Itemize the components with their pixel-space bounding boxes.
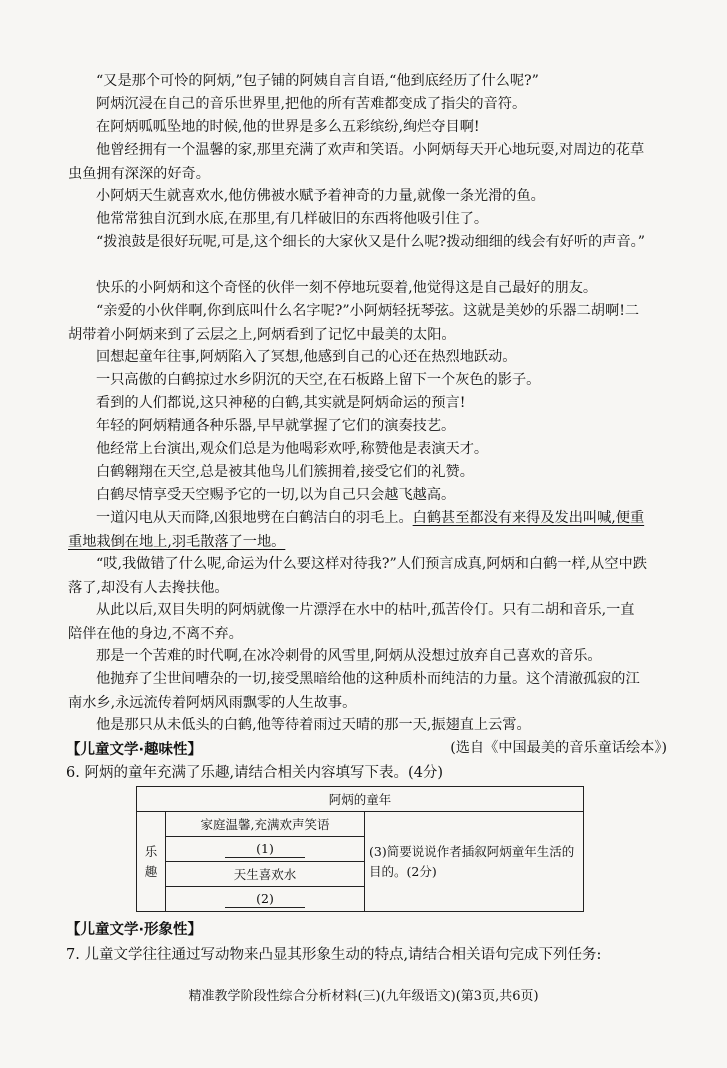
paragraph: 看到的人们都说,这只神秘的白鹤,其实就是阿炳命运的预言!: [96, 395, 466, 411]
paragraph: 在阿炳呱呱坠地的时候,他的世界是多么五彩缤纷,绚烂夺目啊!: [96, 119, 480, 135]
paragraph: 小阿炳天生就喜欢水,他仿佛被水赋予着神奇的力量,就像一条光滑的鱼。: [96, 188, 545, 204]
paragraph: 他是那只从未低头的白鹤,他等待着雨过天晴的那一天,振翅直上云霄。: [96, 717, 531, 733]
paragraph: 年轻的阿炳精通各种乐器,早早就掌握了它们的演奏技艺。: [96, 418, 456, 434]
underlined-sentence: 白鹤甚至都没有来得及发出叫喊,便重重地栽倒在地上,羽毛散落了一地。: [68, 510, 645, 550]
section-heading-image: 【儿童文学·形象性】: [66, 922, 203, 938]
paragraph: 他经常上台演出,观众们总是为他喝彩欢呼,称赞他是表演天才。: [96, 441, 489, 457]
paragraph: 他曾经拥有一个温馨的家,那里充满了欢声和笑语。小阿炳每天开心地玩耍,对周边的花草虫鱼拥有深深的好奇。: [68, 142, 645, 182]
paragraph: 白鹤尽情享受天空赐予它的一切,以为自己只会越飞越高。: [96, 487, 456, 503]
table-question-3: (3)简要说说作者插叙阿炳童年生活的目的。(2分): [365, 812, 584, 912]
paragraph: 阿炳沉浸在自己的音乐世界里,把他的所有苦难都变成了指尖的音符。: [96, 96, 527, 112]
question-6: 6. 阿炳的童年充满了乐趣,请结合相关内容填写下表。(4分): [66, 765, 444, 781]
table-header: 阿炳的童年: [137, 787, 584, 812]
table-cell-blank-1[interactable]: [166, 837, 365, 862]
paragraph: 他常常独自沉到水底,在那里,有几样破旧的东西将他吸引住了。: [96, 211, 489, 227]
page-footer: 精准教学阶段性综合分析材料(三)(九年级语文)(第3页,共6页): [188, 989, 539, 1004]
table-cell: 天生喜欢水: [166, 862, 365, 887]
paragraph: 回想起童年往事,阿炳陷入了冥想,他感到自己的心还在热烈地跃动。: [96, 349, 517, 365]
table-side-label: 乐趣: [137, 812, 166, 912]
section-heading-fun: 【儿童文学·趣味性】: [66, 742, 203, 758]
childhood-table: [136, 786, 584, 912]
question-7: 7. 儿童文学往往通过写动物来凸显其形象生动的特点,请结合相关语句完成下列任务:: [66, 947, 602, 963]
paragraph-plain-part: 一道闪电从天而降,凶狠地劈在白鹤洁白的羽毛上。: [96, 510, 413, 526]
paragraph: 从此以后,双目失明的阿炳就像一片漂浮在水中的枯叶,孤苦伶仃。只有二胡和音乐,一直陪伴在他的身边,不离不弃。: [68, 602, 635, 642]
paragraph: “又是那个可怜的阿炳,”包子铺的阿姨自言自语,“他到底经历了什么呢?”: [96, 73, 539, 89]
paragraph: “拨浪鼓是很好玩呢,可是,这个细长的大家伙又是什么呢?拨动细细的线会有好听的声音。”: [96, 234, 645, 250]
answer-blank-2[interactable]: (2): [225, 891, 305, 908]
paragraph: 那是一个苦难的时代啊,在冰冷刺骨的风雪里,阿炳从没想过放弃自己喜欢的音乐。: [96, 648, 602, 664]
paragraph: “哎,我做错了什么呢,命运为什么要这样对待我?”人们预言成真,阿炳和白鹤一样,从空中跌落了,却没有人去搀扶他。: [68, 556, 647, 596]
paragraph: 快乐的小阿炳和这个奇怪的伙伴一刻不停地玩耍着,他觉得这是自己最好的朋友。: [96, 280, 598, 296]
paragraph-with-underline: [68, 507, 648, 554]
table-cell-blank-2[interactable]: [166, 887, 365, 912]
answer-blank-1[interactable]: (1): [225, 841, 305, 858]
table-cell: 家庭温馨,充满欢声笑语: [166, 812, 365, 837]
paragraph: 白鹤翱翔在天空,总是被其他鸟儿们簇拥着,接受它们的礼赞。: [96, 464, 474, 480]
paragraph: 他抛弃了尘世间嘈杂的一切,接受黑暗给他的这种质朴而纯洁的力量。这个清澈孤寂的江南水乡,永远流传着阿炳风雨飘零的人生故事。: [68, 671, 640, 711]
paragraph: “亲爱的小伙伴啊,你到底叫什么名字呢?”小阿炳轻抚琴弦。这就是美妙的乐器二胡啊!二胡带着小阿炳来到了云层之上,阿炳看到了记忆中最美的太阳。: [68, 303, 640, 343]
paragraph: 一只高傲的白鹤掠过水乡阴沉的天空,在石板路上留下一个灰色的影子。: [96, 372, 541, 388]
source-citation: (选自《中国最美的音乐童话绘本》): [450, 740, 667, 756]
